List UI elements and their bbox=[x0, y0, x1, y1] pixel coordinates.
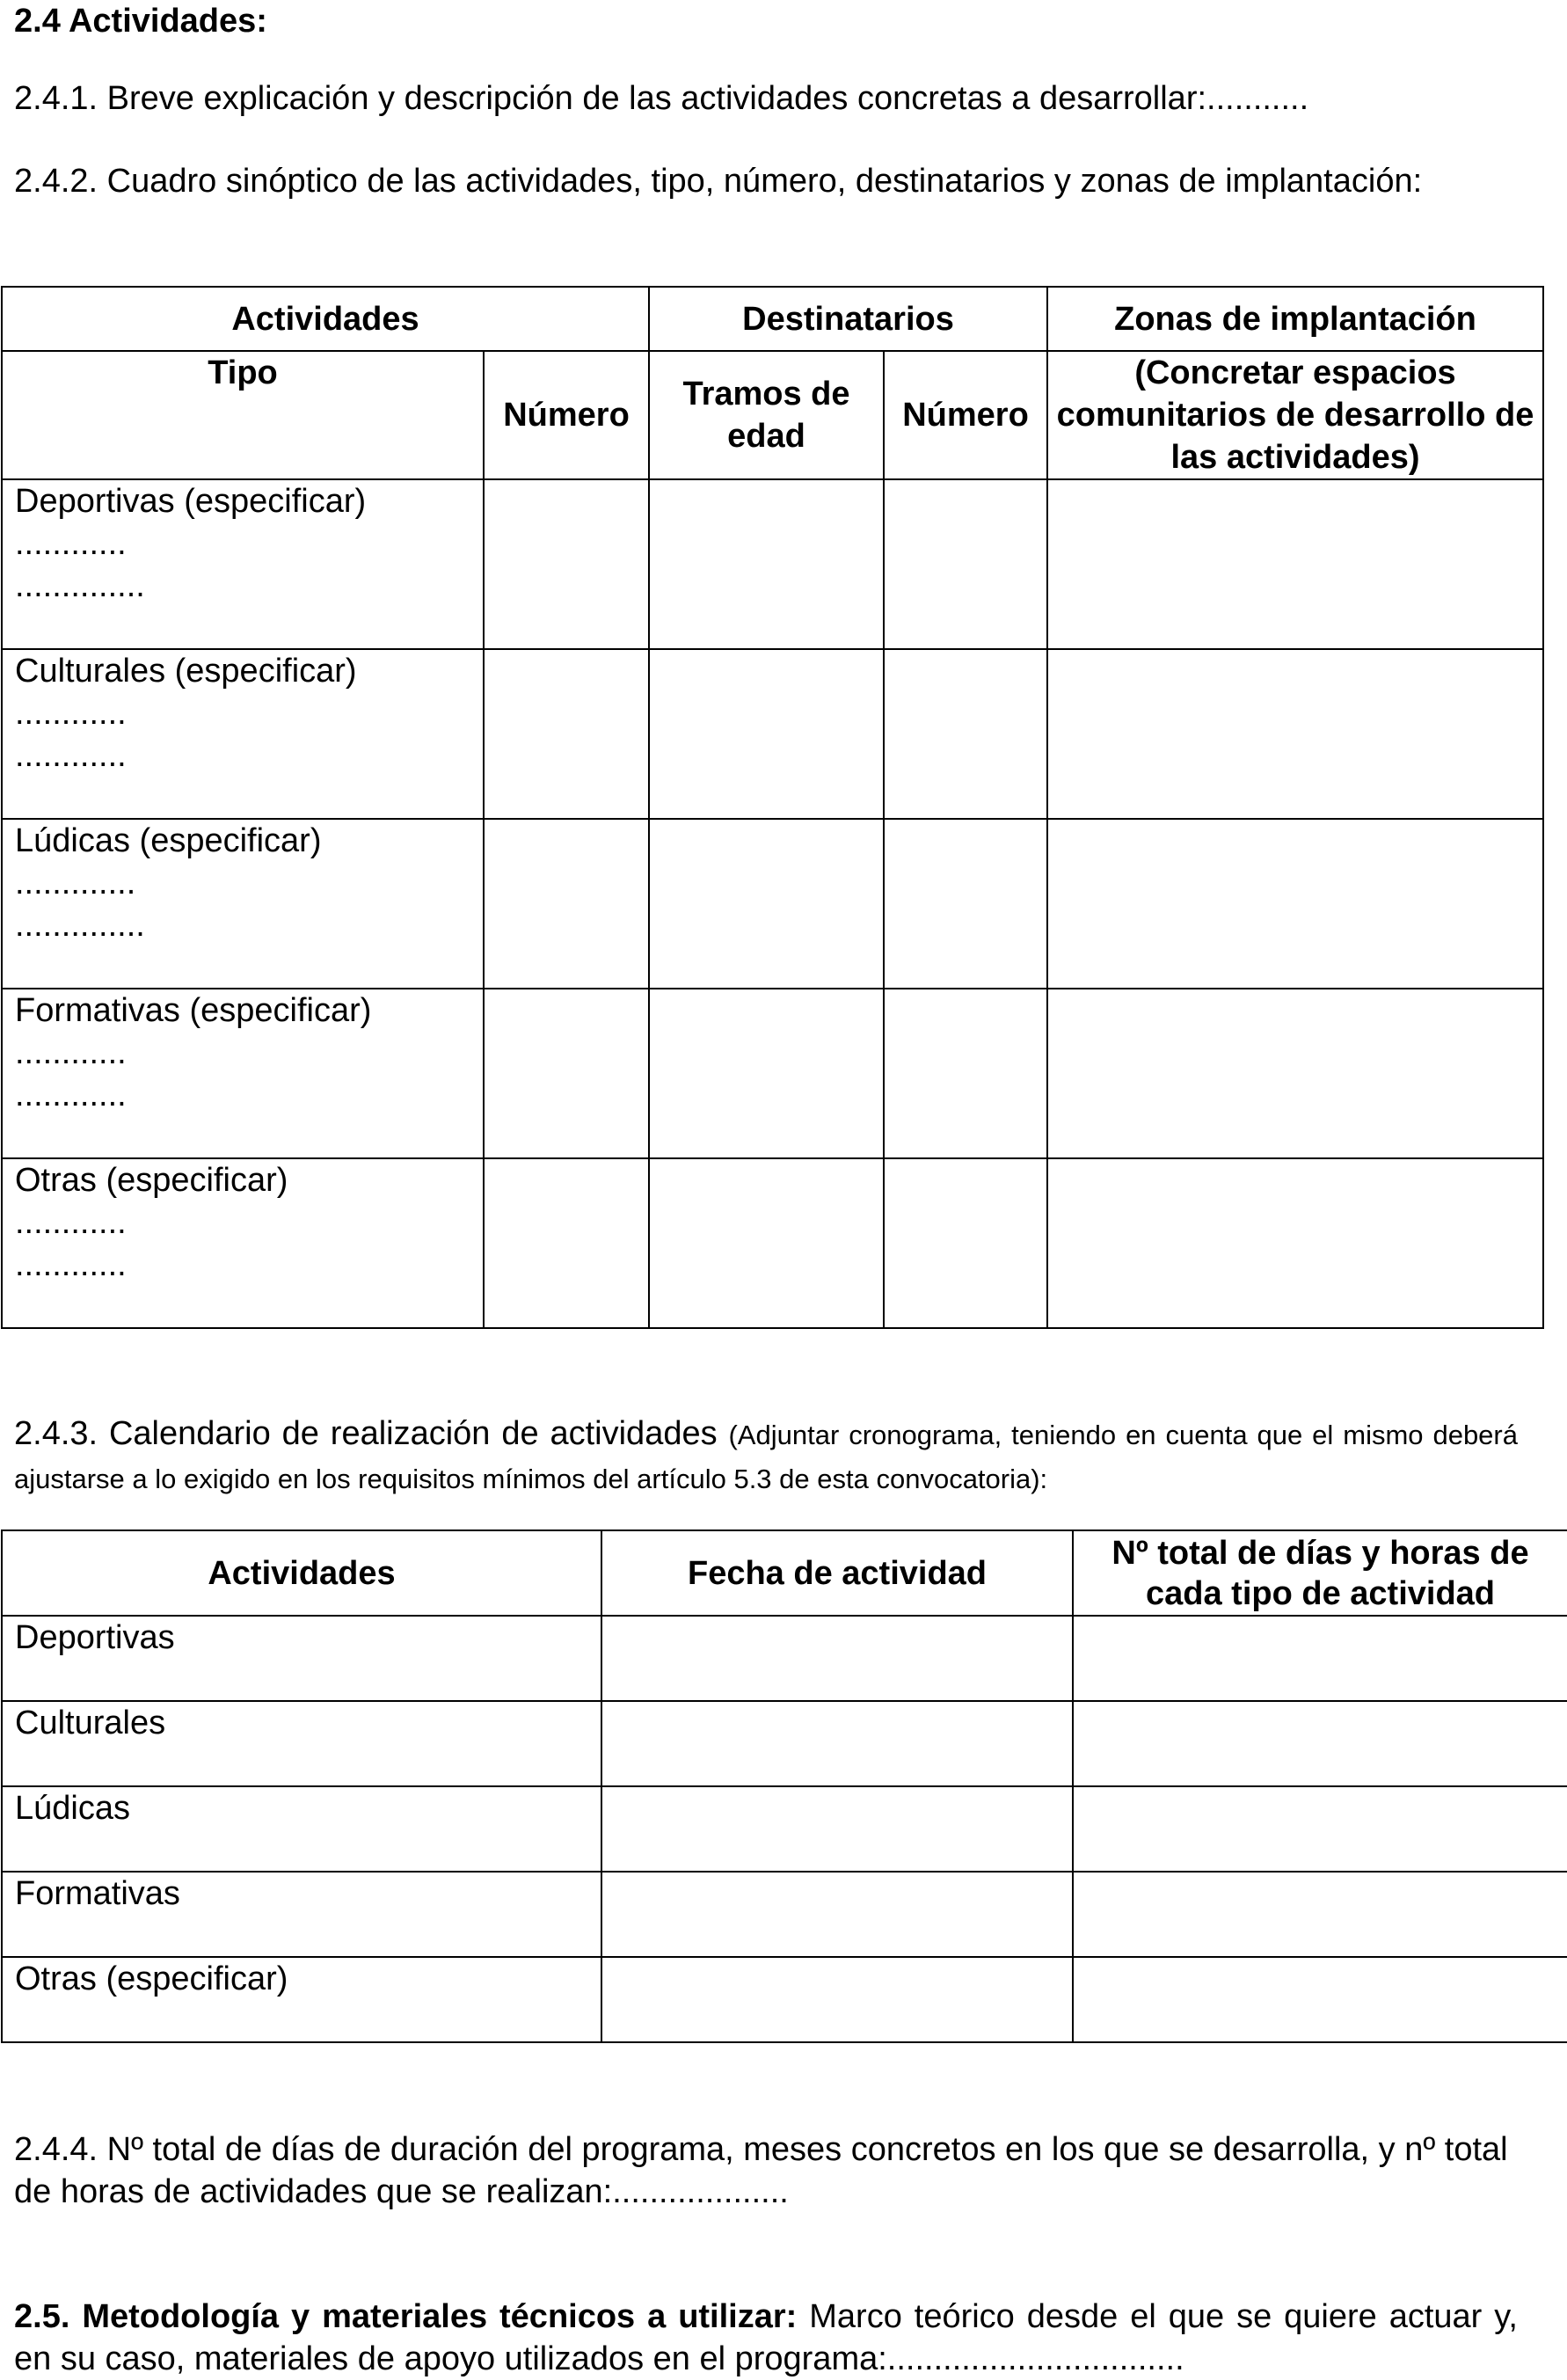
calendar-heading-text: 2.4.3. Calendario de realización de actividades bbox=[14, 1415, 718, 1452]
empty-cell bbox=[1047, 819, 1543, 989]
section-2-5-heading: 2.5. Metodología y materiales técnicos a utilizar: bbox=[14, 2298, 798, 2335]
empty-cell bbox=[601, 1957, 1073, 2042]
row-label: Otras (especificar) bbox=[15, 1162, 288, 1199]
subheader-concretar-espacios: (Concretar espacios comunitarios de desarrollo de las actividades) bbox=[1047, 351, 1543, 479]
activities-summary-table bbox=[1, 286, 1544, 1329]
table-row bbox=[2, 479, 1543, 649]
section-2-5-text: Marco teórico desde el que se quiere actuar y, en su caso, materiales de apoyo utilizados en el programa:................................ bbox=[14, 2298, 1518, 2377]
table-row bbox=[2, 819, 1543, 989]
header-zonas-implantacion: Zonas de implantación bbox=[1047, 287, 1543, 351]
placeholder-dots: .............. bbox=[15, 907, 145, 944]
placeholder-dots: ............ bbox=[15, 695, 127, 732]
table-row bbox=[2, 1786, 1567, 1872]
table-header-row bbox=[2, 287, 1543, 351]
row-label: Culturales bbox=[2, 1701, 601, 1786]
empty-cell bbox=[1047, 479, 1543, 649]
row-label-cell bbox=[2, 819, 484, 989]
subheader-numero-destinatarios: Número bbox=[884, 351, 1047, 479]
table-row bbox=[2, 1616, 1567, 1701]
table-row bbox=[2, 1701, 1567, 1786]
empty-cell bbox=[649, 649, 884, 819]
empty-cell bbox=[1073, 1616, 1567, 1701]
empty-cell bbox=[601, 1872, 1073, 1957]
row-label-cell bbox=[2, 1158, 484, 1328]
empty-cell bbox=[1047, 1158, 1543, 1328]
placeholder-dots: ............ bbox=[15, 737, 127, 774]
activities-calendar-table bbox=[1, 1529, 1567, 2043]
table-row bbox=[2, 1158, 1543, 1328]
empty-cell bbox=[1073, 1872, 1567, 1957]
row-label: Lúdicas (especificar) bbox=[15, 822, 322, 859]
row-label: Culturales (especificar) bbox=[15, 653, 357, 690]
placeholder-dots: ............. bbox=[15, 865, 136, 902]
row-label: Formativas bbox=[2, 1872, 601, 1957]
placeholder-dots: ............ bbox=[15, 1204, 127, 1241]
empty-cell bbox=[884, 819, 1047, 989]
empty-cell bbox=[1047, 989, 1543, 1158]
paragraph-2-5 bbox=[14, 2296, 1518, 2380]
row-label: Lúdicas bbox=[2, 1786, 601, 1872]
empty-cell bbox=[1073, 1701, 1567, 1786]
header-actividades: Actividades bbox=[2, 1530, 601, 1616]
placeholder-dots: .............. bbox=[15, 567, 145, 604]
row-label: Deportivas (especificar) bbox=[15, 483, 367, 520]
placeholder-dots: ............ bbox=[15, 1034, 127, 1071]
row-label-cell bbox=[2, 989, 484, 1158]
section-heading: 2.4 Actividades: bbox=[14, 3, 267, 40]
paragraph-2-4-4: 2.4.4. Nº total de días de duración del programa, meses concretos en los que se desarrolla, y nº total de horas de actividades que se realizan:................... bbox=[14, 2131, 1508, 2210]
subheader-numero: Número bbox=[484, 351, 649, 479]
subheader-tramos-edad: Tramos de edad bbox=[649, 351, 884, 479]
empty-cell bbox=[601, 1616, 1073, 1701]
empty-cell bbox=[884, 989, 1047, 1158]
empty-cell bbox=[484, 989, 649, 1158]
paragraph-2-4-2: 2.4.2. Cuadro sinóptico de las actividades, tipo, número, destinatarios y zonas de implantación: bbox=[14, 163, 1423, 200]
table-row bbox=[2, 1872, 1567, 1957]
header-total-dias-horas: Nº total de días y horas de cada tipo de actividad bbox=[1073, 1530, 1567, 1616]
placeholder-dots: ............ bbox=[15, 1077, 127, 1113]
row-label: Formativas (especificar) bbox=[15, 992, 372, 1029]
table-row bbox=[2, 1957, 1567, 2042]
table-header-row bbox=[2, 1530, 1567, 1616]
empty-cell bbox=[484, 819, 649, 989]
row-label-cell bbox=[2, 479, 484, 649]
empty-cell bbox=[649, 819, 884, 989]
row-label: Deportivas bbox=[2, 1616, 601, 1701]
header-destinatarios: Destinatarios bbox=[649, 287, 1047, 351]
empty-cell bbox=[884, 1158, 1047, 1328]
table-subheader-row bbox=[2, 351, 1543, 479]
table-row bbox=[2, 989, 1543, 1158]
empty-cell bbox=[484, 479, 649, 649]
empty-cell bbox=[884, 479, 1047, 649]
empty-cell bbox=[601, 1701, 1073, 1786]
header-actividades: Actividades bbox=[2, 287, 649, 351]
empty-cell bbox=[1047, 649, 1543, 819]
placeholder-dots: ............ bbox=[15, 525, 127, 562]
empty-cell bbox=[884, 649, 1047, 819]
row-label-cell bbox=[2, 649, 484, 819]
empty-cell bbox=[649, 479, 884, 649]
empty-cell bbox=[484, 649, 649, 819]
header-fecha-actividad: Fecha de actividad bbox=[601, 1530, 1073, 1616]
paragraph-2-4-1: 2.4.1. Breve explicación y descripción de las actividades concretas a desarrollar:........... bbox=[14, 80, 1309, 117]
calendar-note-text: (Adjuntar cronograma, teniendo en cuenta que el mismo deberá ajustarse a lo exigido en los requisitos mínimos del artículo 5.3 de esta convocatoria): bbox=[14, 1420, 1518, 1494]
table-row bbox=[2, 649, 1543, 819]
empty-cell bbox=[1073, 1957, 1567, 2042]
row-label: Otras (especificar) bbox=[2, 1957, 601, 2042]
empty-cell bbox=[601, 1786, 1073, 1872]
placeholder-dots: ............ bbox=[15, 1246, 127, 1283]
empty-cell bbox=[649, 1158, 884, 1328]
subheader-tipo: Tipo bbox=[2, 351, 484, 479]
empty-cell bbox=[649, 989, 884, 1158]
empty-cell bbox=[484, 1158, 649, 1328]
paragraph-2-4-3 bbox=[14, 1413, 1518, 1500]
empty-cell bbox=[1073, 1786, 1567, 1872]
